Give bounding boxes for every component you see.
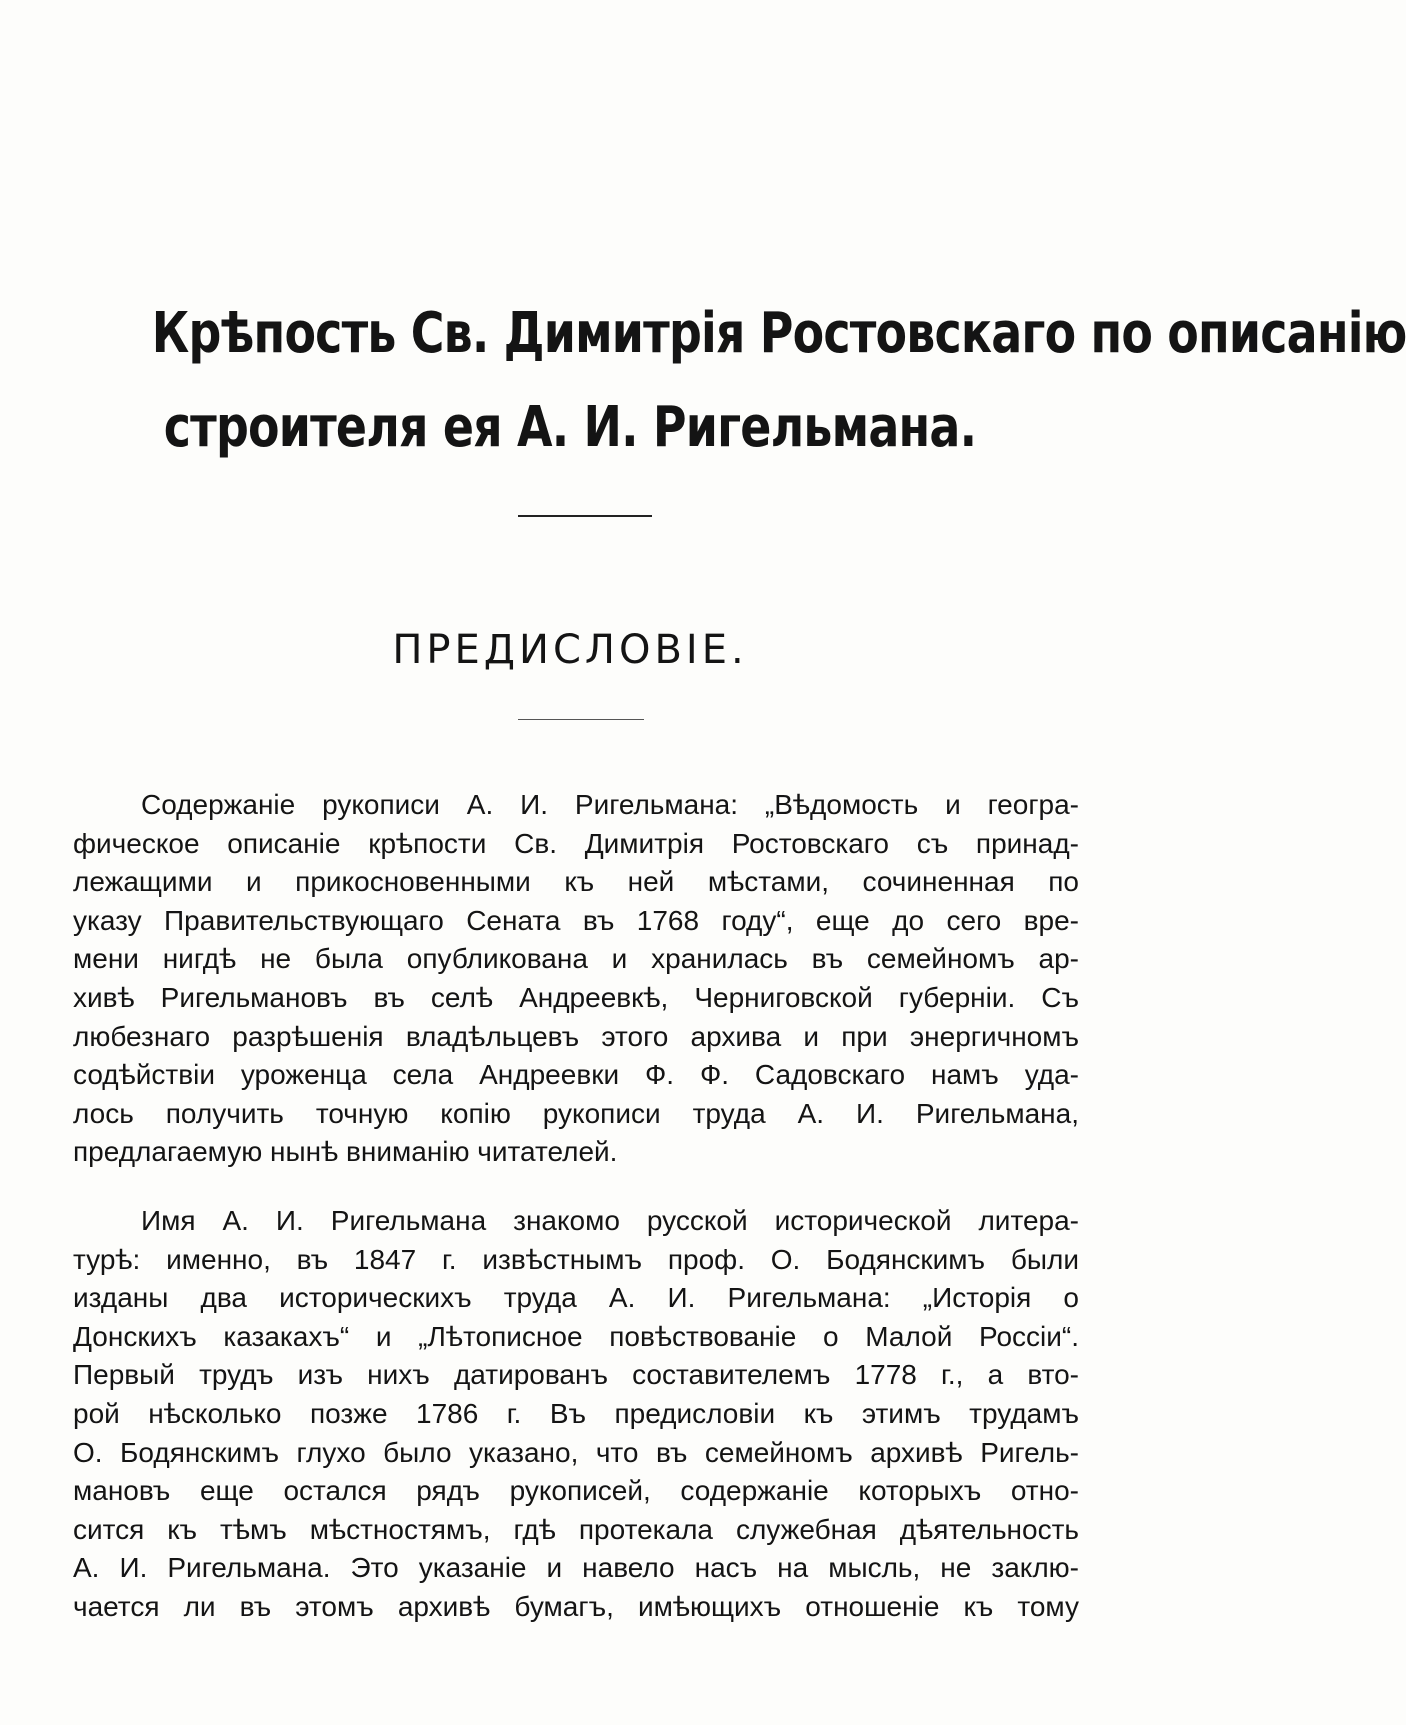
- text-line: любезнаго разрѣшенія владѣльцевъ этого архива и при энергичномъ: [73, 1020, 1079, 1052]
- paragraph-1: [73, 786, 1079, 1172]
- text-line: мановъ еще остался рядъ рукописей, содержаніе которыхъ отно-: [73, 1475, 1079, 1507]
- text-line: мени нигдѣ не была опубликована и хранилась въ семейномъ ар-: [73, 943, 1079, 975]
- text-line: чается ли въ этомъ архивѣ бумагъ, имѣющихъ отношеніе къ тому: [73, 1590, 1079, 1622]
- heading-divider: [518, 719, 644, 720]
- title-line-1: Крѣпость Св. Димитрія Ростовскаго по описанію: [151, 301, 1406, 366]
- text-line: лось получить точную копію рукописи труда А. И. Ригельмана,: [73, 1097, 1079, 1129]
- text-line: указу Правительствующаго Сената въ 1768 году“, еще до сего вре-: [73, 904, 1079, 936]
- text-line: Донскихъ казакахъ“ и „Лѣтописное повѣствованіе о Малой Россіи“.: [73, 1320, 1079, 1352]
- text-line: турѣ: именно, въ 1847 г. извѣстнымъ проф. О. Бодянскимъ были: [73, 1243, 1079, 1275]
- preface-heading: ПРЕДИСЛОВІЕ.: [392, 627, 748, 673]
- text-line: лежащими и прикосновенными къ ней мѣстами, сочиненная по: [73, 866, 1079, 898]
- title-line-2: строителя ея А. И. Ригельмана.: [163, 395, 977, 460]
- text-line: Первый трудъ изъ нихъ датированъ составителемъ 1778 г., а вто-: [73, 1359, 1079, 1391]
- title-divider: [518, 515, 652, 517]
- text-line: О. Бодянскимъ глухо было указано, что въ семейномъ архивѣ Ригель-: [73, 1436, 1079, 1468]
- text-line: изданы два историческихъ труда А. И. Ригельмана: „Исторія о: [73, 1282, 1079, 1314]
- text-line: предлагаемую нынѣ вниманію читателей.: [73, 1136, 618, 1168]
- text-line: фическое описаніе крѣпости Св. Димитрія Ростовскаго съ принад-: [73, 827, 1079, 859]
- text-line: рой нѣсколько позже 1786 г. Въ предисловіи къ этимъ трудамъ: [73, 1397, 1079, 1429]
- text-line: содѣйствіи уроженца села Андреевки Ф. Ф. Садовскаго намъ уда-: [73, 1059, 1079, 1091]
- paragraph-2: [73, 1202, 1079, 1627]
- text-line: сится къ тѣмъ мѣстностямъ, гдѣ протекала служебная дѣятельность: [73, 1513, 1079, 1545]
- text-line: Содержаніе рукописи А. И. Ригельмана: „Вѣдомость и геогра-: [141, 789, 1079, 820]
- text-line: хивѣ Ригельмановъ въ селѣ Андреевкѣ, Черниговской губерніи. Съ: [73, 981, 1079, 1013]
- text-line: А. И. Ригельмана. Это указаніе и навело насъ на мысль, не заклю-: [73, 1552, 1079, 1584]
- text-line: Имя А. И. Ригельмана знакомо русской исторической литера-: [141, 1205, 1079, 1236]
